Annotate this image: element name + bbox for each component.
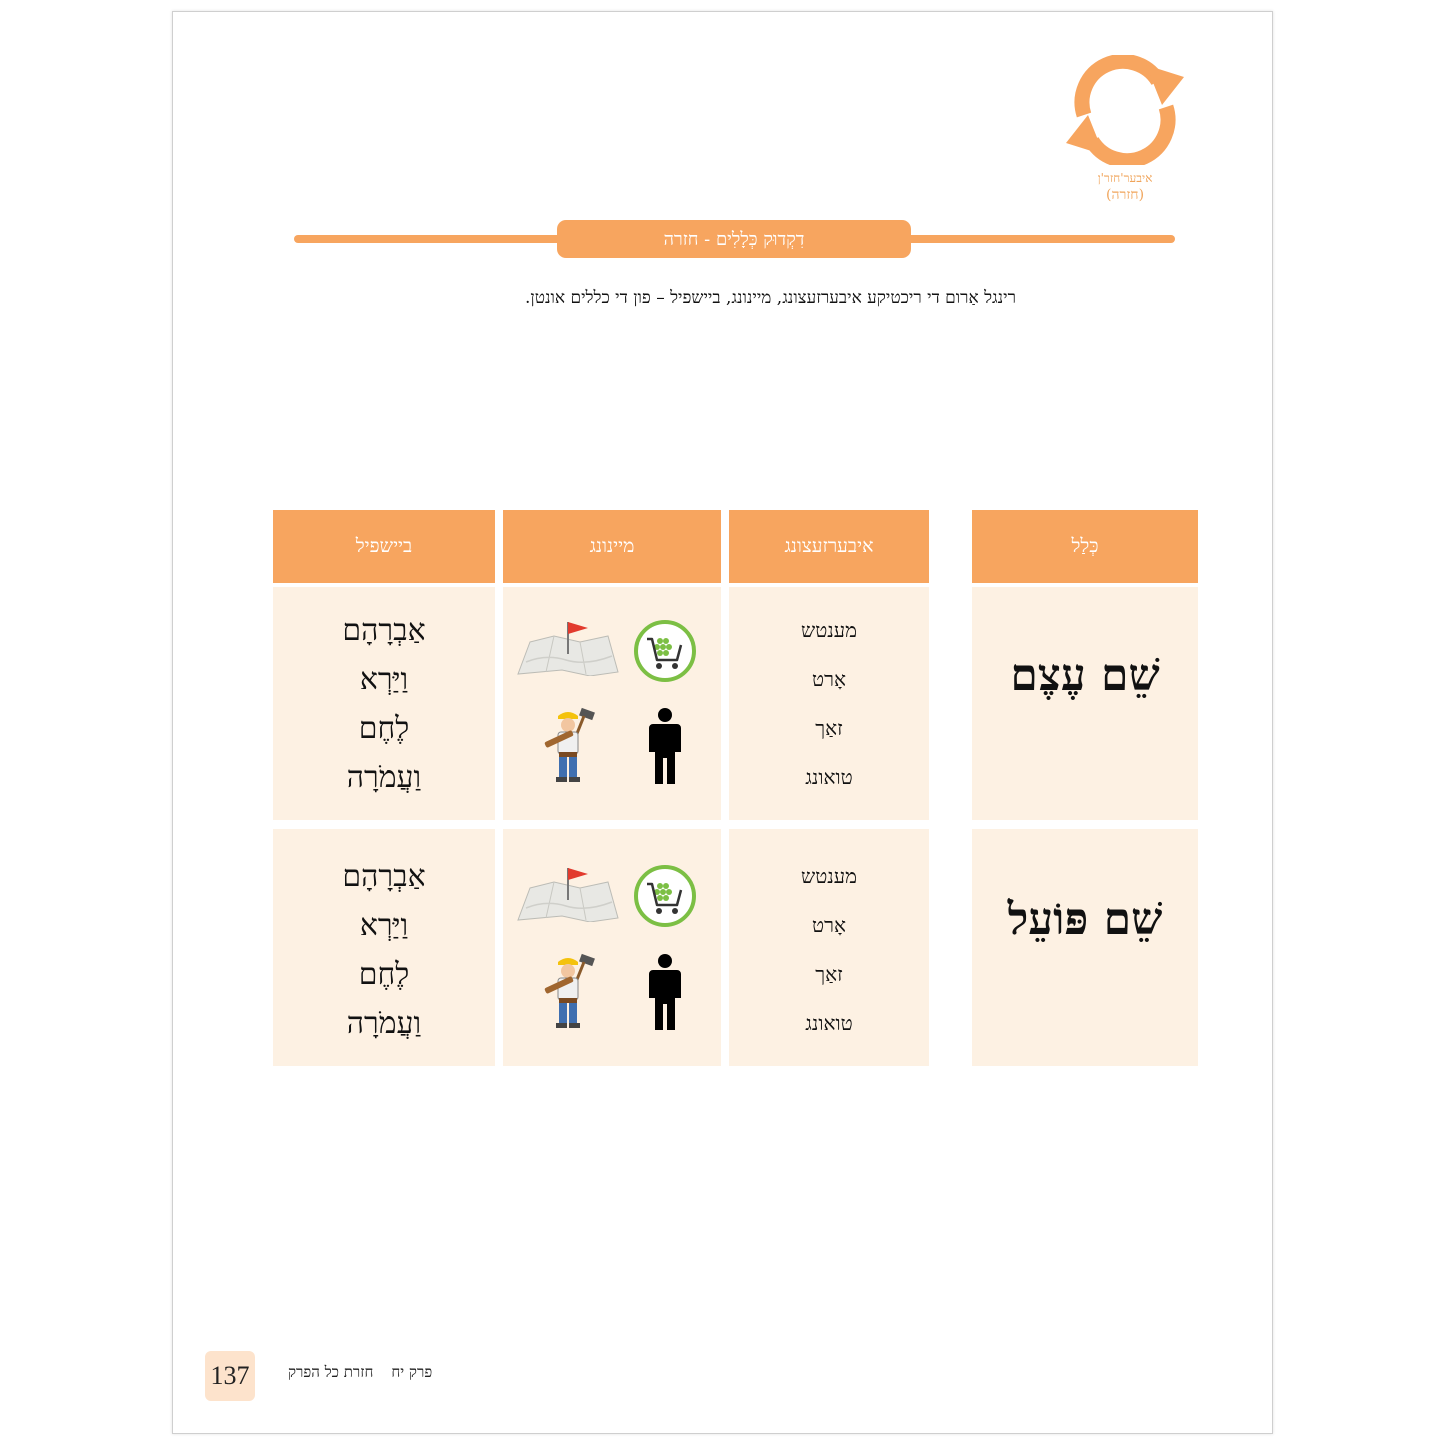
review-badge-caption xyxy=(1070,170,1180,204)
worker-icon xyxy=(540,952,598,1030)
translation-item: טואונג xyxy=(805,765,853,789)
title-bar-line-right xyxy=(905,235,1175,243)
translation-item: מענטש xyxy=(801,618,857,642)
row1-rule-cell xyxy=(972,587,1198,820)
example-item: לֶחֶם xyxy=(358,711,410,746)
shopping-cart-icon xyxy=(633,619,697,683)
example-item: אַבְרָהָם xyxy=(342,613,426,648)
row1-rule-text: שֵׁם עֶצֶם xyxy=(1010,650,1160,701)
header-translation: איבערזעצונג xyxy=(729,510,929,583)
person-icon xyxy=(648,708,682,784)
translation-item: זאַך xyxy=(815,962,843,986)
example-item: וַעֲמֹרָה xyxy=(346,1006,422,1041)
footer-chapter: פרק יח xyxy=(391,1363,433,1381)
header-meaning: מיינונג xyxy=(503,510,721,583)
title-bar-line-left xyxy=(294,235,564,243)
section-title: דִקְדוּק כְּלָלִים - חזרה xyxy=(557,220,911,258)
translation-item: זאַך xyxy=(815,716,843,740)
header-rule: כְּלַל xyxy=(972,510,1198,583)
example-item: וַיַּרְא xyxy=(359,908,409,943)
translation-item: מענטש xyxy=(801,864,857,888)
row2-examples xyxy=(273,852,495,1048)
example-item: וַעֲמֹרָה xyxy=(346,760,422,795)
header-example: ביישפיל xyxy=(273,510,495,583)
person-icon xyxy=(648,954,682,1030)
refresh-icon xyxy=(1062,55,1188,165)
instruction-text: רינגל אַרום די ריכטיקע איבערזעצונג, מיינונג, ביישפיל – פון די כללים אונטן. xyxy=(525,288,1016,308)
row2-translations xyxy=(729,852,929,1048)
row1-examples xyxy=(273,606,495,802)
footer-title: חזרת כל הפרק xyxy=(288,1363,374,1381)
translation-item: אָרט xyxy=(812,913,846,937)
worker-icon xyxy=(540,706,598,784)
footer xyxy=(270,1363,432,1382)
review-badge-line1: איבער'חזר'ן xyxy=(1097,171,1153,185)
translation-item: טואונג xyxy=(805,1011,853,1035)
review-badge-line2: (חזרה) xyxy=(1105,187,1145,203)
example-item: לֶחֶם xyxy=(358,957,410,992)
map-flag-icon xyxy=(516,864,620,922)
shopping-cart-icon xyxy=(633,864,697,928)
example-item: אַבְרָהָם xyxy=(342,859,426,894)
row1-translations xyxy=(729,606,929,802)
row2-rule-text: שֵׁם פּוֹעֵל xyxy=(1007,894,1163,945)
map-flag-icon xyxy=(516,618,620,676)
page-number: 137 xyxy=(205,1351,255,1401)
translation-item: אָרט xyxy=(812,667,846,691)
row2-rule-cell xyxy=(972,829,1198,1066)
example-item: וַיַּרְא xyxy=(359,662,409,697)
